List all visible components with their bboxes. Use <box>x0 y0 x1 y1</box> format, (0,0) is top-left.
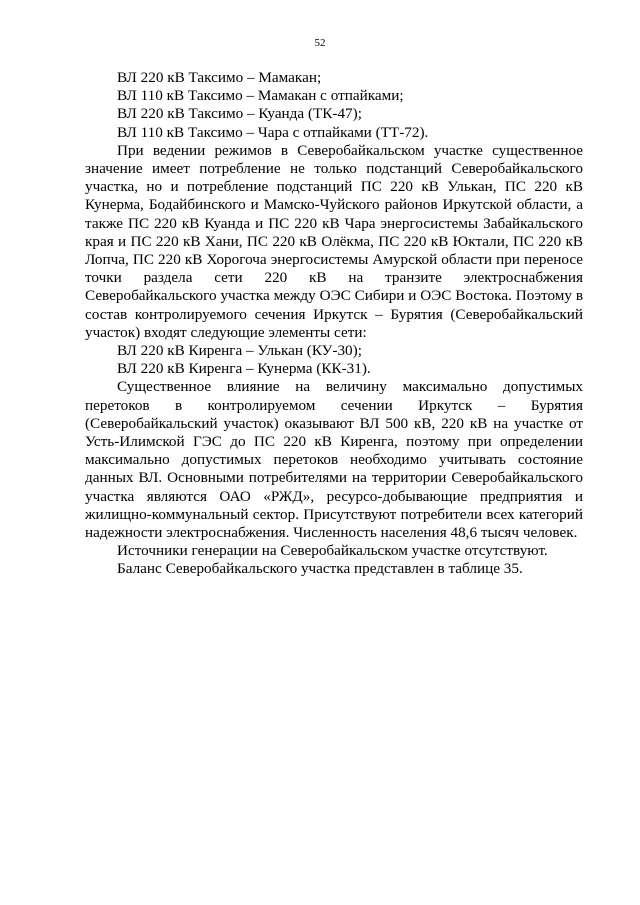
text-line: значение имеет потребление не только подстанций Северобайкальского <box>85 160 583 178</box>
text-line: При ведении режимов в Северобайкальском участке существенное <box>117 141 583 159</box>
text-line: участка, но и потребление подстанций ПС 220 кВ Улькан, ПС 220 кВ <box>85 178 583 196</box>
text-line: состав контролируемого сечения Иркутск – Бурятия (Северобайкальский <box>85 305 583 323</box>
text-line: Баланс Северобайкальского участка представлен в таблице 35. <box>117 560 523 578</box>
text-line: также ПС 220 кВ Куанда и ПС 220 кВ Чара энергосистемы Забайкальского <box>85 214 583 232</box>
text-line: ВЛ 220 кВ Киренга – Улькан (КУ-30); <box>117 342 362 360</box>
text-line: Источники генерации на Северобайкальском участке отсутствуют. <box>117 542 548 560</box>
text-line: края и ПС 220 кВ Хани, ПС 220 кВ Олёкма, ПС 220 кВ Юктали, ПС 220 кВ <box>85 232 583 250</box>
text-line: надежности электроснабжения. Численность населения 48,6 тысяч человек. <box>85 524 578 542</box>
text-line: ВЛ 220 кВ Таксимо – Мамакан; <box>117 69 322 86</box>
text-line: Усть-Илимской ГЭС до ПС 220 кВ Киренга, поэтому при определении <box>85 433 583 451</box>
text-line: максимально допустимых перетоков необходимо учитывать состояние <box>85 451 583 469</box>
text-line: Лопча, ПС 220 кВ Хорогоча энергосистемы Амурской области при переносе <box>85 251 583 269</box>
text-line: жилищно-коммунальный сектор. Присутствуют потребители всех категорий <box>85 505 583 523</box>
text-line: (Северобайкальский участок) оказывают ВЛ 500 кВ, 220 кВ на участке от <box>85 414 583 432</box>
page-number: 52 <box>314 37 326 49</box>
text-line: ВЛ 110 кВ Таксимо – Мамакан с отпайками; <box>117 87 404 105</box>
text-line: участок) входят следующие элементы сети: <box>85 323 367 341</box>
text-line: Кунерма, Бодайбинского и Мамско-Чуйского районов Иркутской области, а <box>85 196 583 214</box>
document-body <box>85 69 583 579</box>
text-line: ВЛ 220 кВ Таксимо – Куанда (ТК-47); <box>117 105 362 123</box>
text-line: точки раздела сети 220 кВ на транзите электроснабжения <box>85 269 583 287</box>
text-line: ВЛ 220 кВ Киренга – Кунерма (КК-31). <box>117 360 371 378</box>
text-line: данных ВЛ. Основными потребителями на территории Северобайкальского <box>85 469 583 487</box>
text-line: участка являются ОАО «РЖД», ресурсо-добывающие предприятия и <box>85 487 583 505</box>
text-line: ВЛ 110 кВ Таксимо – Чара с отпайками (ТТ-72). <box>117 123 429 141</box>
text-line: Северобайкальского участка между ОЭС Сибири и ОЭС Востока. Поэтому в <box>85 287 583 305</box>
text-line: Существенное влияние на величину максимально допустимых <box>117 378 583 396</box>
text-line: перетоков в контролируемом сечении Иркутск – Бурятия <box>85 396 583 414</box>
